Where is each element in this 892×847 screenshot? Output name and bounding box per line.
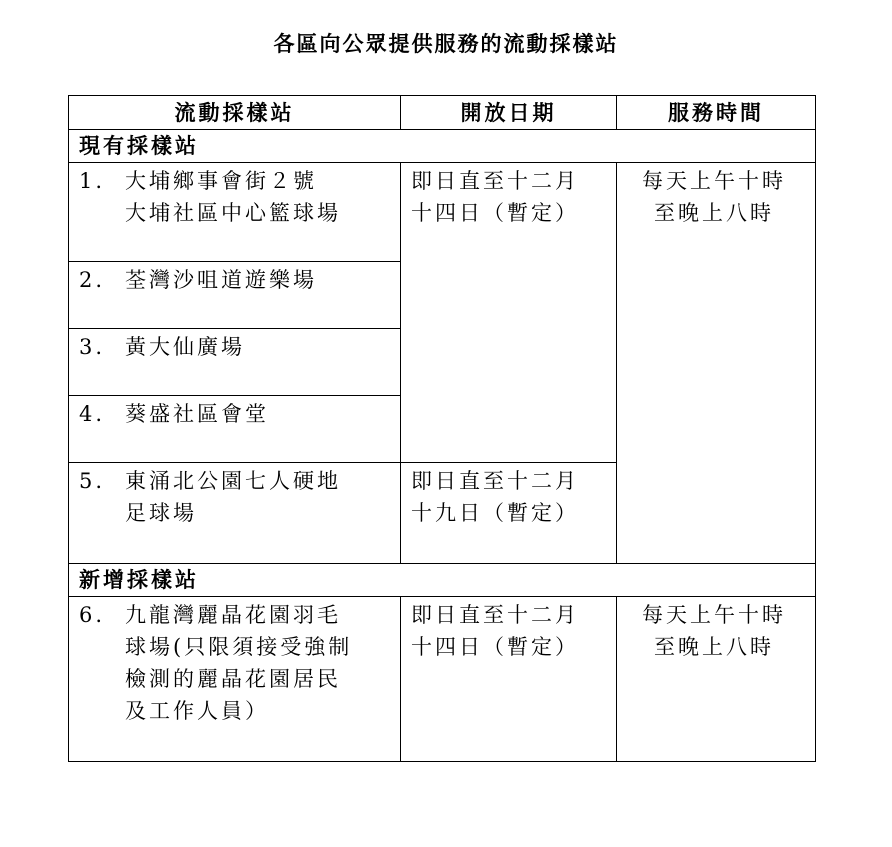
station-number: 3. xyxy=(79,335,106,359)
station-name-line: 九龍灣麗晶花園羽毛 xyxy=(125,603,341,627)
open-dates-line: 即日直至十二月 xyxy=(411,169,579,193)
station-name-line: 檢測的麗晶花園居民 xyxy=(125,667,341,691)
station-name-line: 東涌北公園七人硬地 xyxy=(125,469,341,493)
open-dates-line: 十四日（暫定） xyxy=(411,201,579,225)
station-name-line: 荃灣沙咀道遊樂場 xyxy=(125,268,317,292)
station-name-line: 黃大仙廣場 xyxy=(125,335,245,359)
header-row xyxy=(69,96,816,130)
document-title: 各區向公眾提供服務的流動採樣站 xyxy=(273,31,619,56)
station-name xyxy=(125,165,396,229)
station-name-line: 大埔社區中心籃球場 xyxy=(125,201,341,225)
open-dates-line: 即日直至十二月 xyxy=(411,469,579,493)
station-cell xyxy=(69,262,401,329)
service-hours-cell xyxy=(617,597,816,762)
section-row-new xyxy=(69,564,816,597)
station-number: 4. xyxy=(79,402,106,426)
open-dates-line: 十四日（暫定） xyxy=(411,635,579,659)
header-station: 流動採樣站 xyxy=(69,96,401,130)
sampling-stations-table xyxy=(68,95,816,762)
table-row xyxy=(69,163,816,262)
station-cell xyxy=(69,597,401,762)
station-name-line: 及工作人員） xyxy=(125,699,269,723)
station-cell xyxy=(69,463,401,564)
station-name-line: 大埔鄉事會街２號 xyxy=(125,169,317,193)
station-number: 5. xyxy=(79,469,106,493)
station-number: 6. xyxy=(79,603,106,627)
station-name xyxy=(125,264,396,296)
header-service-hours: 服務時間 xyxy=(617,96,816,130)
station-name xyxy=(125,599,396,727)
service-hours-line: 每天上午十時 xyxy=(642,603,786,627)
service-hours-line: 至晚上八時 xyxy=(654,635,774,659)
service-hours-line: 至晚上八時 xyxy=(654,201,774,225)
section-new-label: 新增採樣站 xyxy=(69,564,816,597)
open-dates-line: 十九日（暫定） xyxy=(411,501,579,525)
station-name xyxy=(125,398,396,430)
station-number: 1. xyxy=(79,169,106,193)
service-hours-line: 每天上午十時 xyxy=(642,169,786,193)
station-name xyxy=(125,331,396,363)
station-name xyxy=(125,465,396,529)
section-existing-label: 現有採樣站 xyxy=(69,130,816,163)
section-row-existing xyxy=(69,130,816,163)
open-dates-cell xyxy=(401,463,617,564)
station-name-line: 足球場 xyxy=(125,501,197,525)
open-dates-line: 即日直至十二月 xyxy=(411,603,579,627)
service-hours-cell xyxy=(617,163,816,564)
station-cell xyxy=(69,163,401,262)
station-cell xyxy=(69,329,401,396)
station-number: 2. xyxy=(79,268,106,292)
station-name-line: 球場(只限須接受強制 xyxy=(125,635,353,659)
open-dates-cell xyxy=(401,597,617,762)
table-row xyxy=(69,597,816,762)
station-cell xyxy=(69,396,401,463)
header-open-dates: 開放日期 xyxy=(401,96,617,130)
station-name-line: 葵盛社區會堂 xyxy=(125,402,269,426)
open-dates-cell xyxy=(401,163,617,463)
